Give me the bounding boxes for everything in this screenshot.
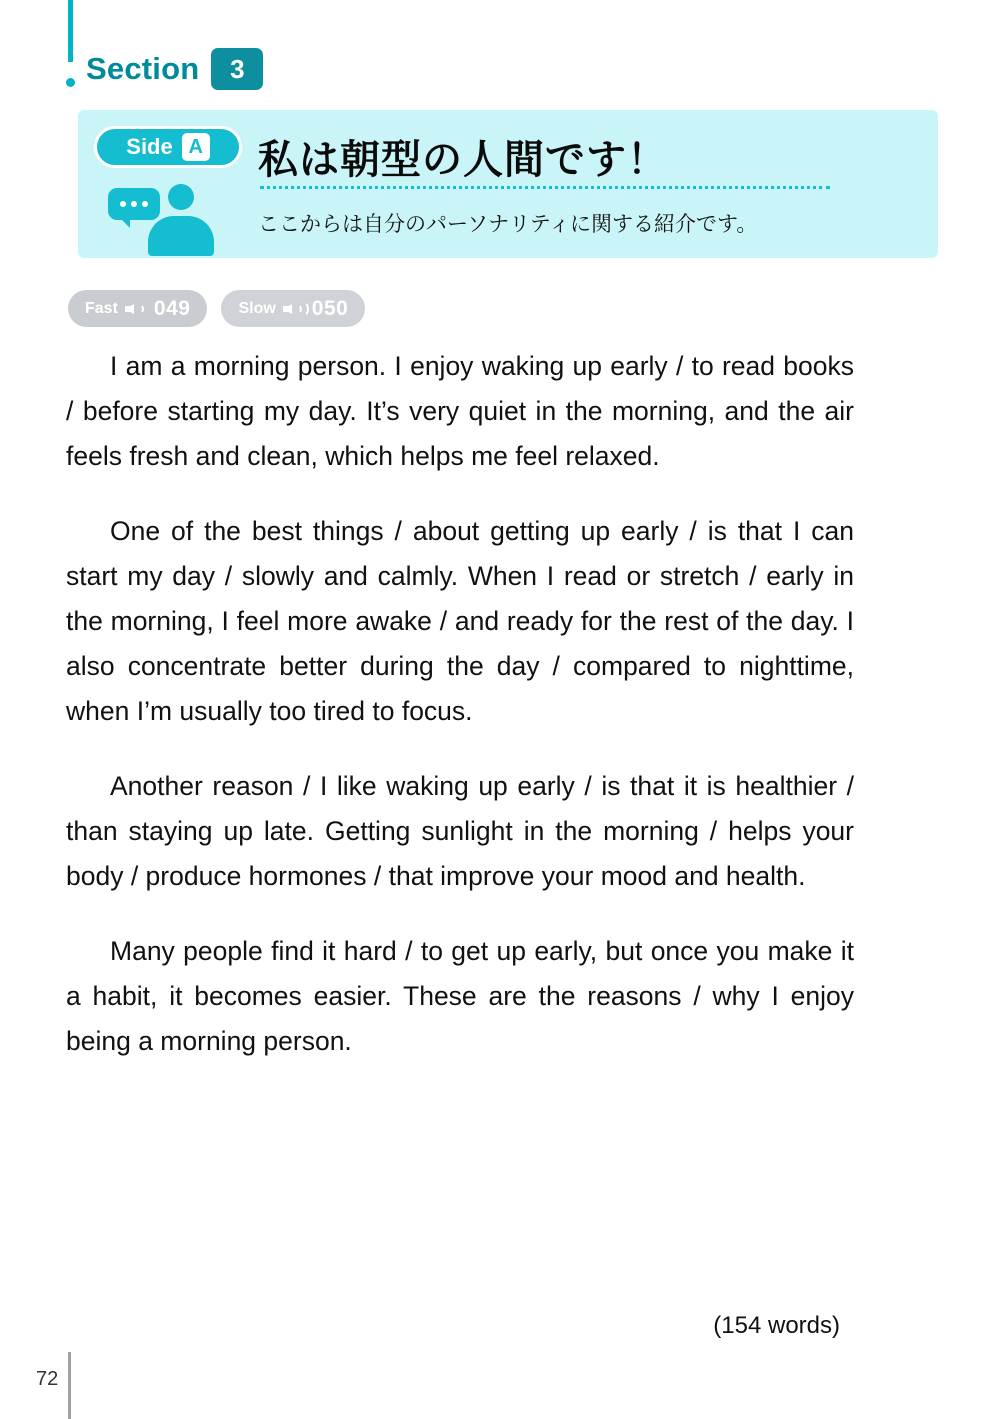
side-badge [94, 126, 242, 168]
speaking-person-icon [108, 178, 228, 258]
title-divider [260, 186, 830, 189]
word-count: (154 words) [713, 1312, 840, 1339]
audio-slow-track: 050 [311, 296, 349, 320]
page-subtitle: ここからは自分のパーソナリティに関する紹介です。 [258, 213, 758, 236]
page-number: 72 [36, 1368, 59, 1390]
passage-paragraph: I am a morning person. I enjoy waking up early / to read books / before starting my day. It’s very quiet in the morning, and the air feels fresh and clean, which helps me feel relaxed. [66, 351, 854, 471]
speaker-slow-icon [283, 301, 305, 317]
page-footer-rule [68, 1352, 71, 1419]
person-head-icon [168, 184, 194, 210]
section-spine-rule [68, 0, 73, 62]
audio-pill-slow[interactable] [221, 290, 365, 327]
audio-track-row [68, 290, 365, 327]
speech-bubble-icon [108, 188, 160, 220]
section-number-badge: 3 [211, 48, 263, 90]
audio-slow-label: Slow [238, 299, 276, 317]
section-header [86, 48, 263, 90]
title-panel [78, 110, 938, 258]
reading-passage [66, 344, 854, 1094]
audio-fast-label: Fast [85, 299, 118, 317]
page-title: 私は朝型の人間です！ [258, 138, 668, 182]
audio-pill-fast[interactable] [68, 290, 207, 327]
section-label: Section [86, 51, 200, 86]
passage-paragraph: One of the best things / about getting up early / is that I can start my day / slowly and calmly. When I read or stretch / early in the morning, I feel more awake / and ready for the rest of the day. I also concentrate better during the day / compared to nighttime, when I’m usually too tired to focus. [66, 516, 854, 726]
passage-paragraph: Many people find it hard / to get up early, but once you make it a habit, it becomes easier. These are the reasons / why I enjoy being a morning person. [66, 936, 854, 1056]
side-letter: A [182, 133, 210, 161]
person-body-icon [148, 216, 214, 256]
speaker-fast-icon [125, 301, 147, 317]
side-label: Side [126, 134, 173, 159]
audio-fast-track: 049 [153, 296, 191, 320]
passage-paragraph: Another reason / I like waking up early / is that it is healthier / than staying up late. Getting sunlight in the morning / helps your body / produce hormones / that improve your mood and health. [66, 771, 854, 891]
section-spine-dot [66, 78, 75, 87]
